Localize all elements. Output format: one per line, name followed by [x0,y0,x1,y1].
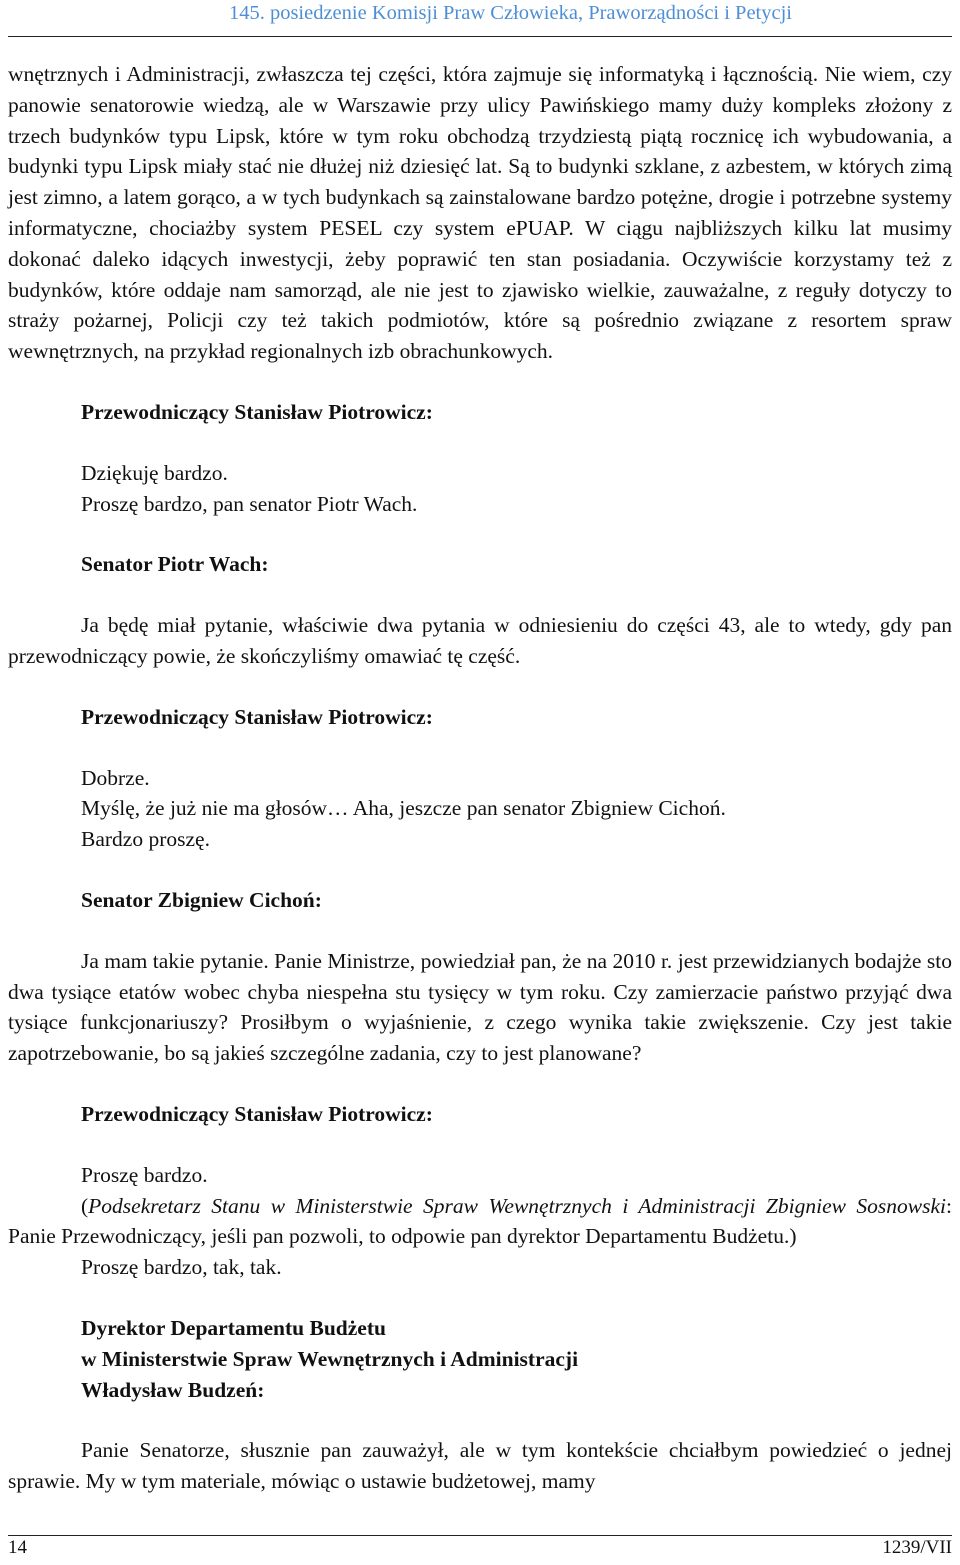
paragraph: Dobrze. [81,765,150,790]
speaker-heading: Senator Zbigniew Cichoń: [81,887,322,912]
paragraph: Proszę bardzo, tak, tak. [81,1255,282,1280]
speaker-heading: Przewodniczący Stanisław Piotrowicz: [81,1101,433,1126]
paren-open: ( [81,1193,89,1218]
paragraph: Ja będę miał pytanie, właściwie dwa pytania w odniesieniu do części 43, ale to wtedy, gdy pan przewodniczący powie, że skończyliśmy omawiać tę część. [8,613,952,668]
paragraph: Dziękuję bardzo. [81,460,228,485]
stage-direction-paragraph [8,1191,952,1253]
paragraph: Bardzo proszę. [81,827,210,852]
speaker-heading: Senator Piotr Wach: [81,552,269,577]
speaker-heading-line: Dyrektor Departamentu Budżetu [81,1315,386,1340]
speaker-heading: Przewodniczący Stanisław Piotrowicz: [81,704,433,729]
running-header: 145. posiedzenie Komisji Praw Człowieka, Praworządności i Petycji [228,2,792,24]
paragraph: Proszę bardzo, pan senator Piotr Wach. [81,491,418,516]
footer-divider [8,1535,952,1536]
header-divider [8,36,952,37]
stage-direction-speaker: Podsekretarz Stanu w Ministerstwie Spraw Wewnętrznych i Administracji Zbigniew Sosnowski [88,1193,947,1218]
paragraph: Myślę, że już nie ma głosów… Aha, jeszcze pan senator Zbigniew Cichoń. [81,796,726,821]
paragraph: Proszę bardzo. [81,1162,208,1187]
print-code: 1239/VII [882,1537,952,1558]
speaker-heading-line: Władysław Budzeń: [81,1377,265,1402]
speaker-heading-line: w Ministerstwie Spraw Wewnętrznych i Administracji [81,1346,579,1371]
paragraph-continuation: wnętrznych i Administracji, zwłaszcza tej części, która zajmuje się informatyką i łącznością. Nie wiem, czy panowie senatorowie wiedzą, ale w Warszawie przy ulicy Pawińskiego mamy duży kompleks złożony z trzech budynków typu Lipsk, które w tym roku obchodzą trzydziestą piątą rocznicę ich wybudowania, a budynki typu Lipsk miały stać nie dłużej niż dziesięć lat. Są to budynki szklane, z azbestem, w których zimą jest zimno, a latem gorąco, a w tych budynkach są zainstalowane bardzo potężne, drogie i potrzebne systemy informatyczne, chociażby system PESEL czy system ePUAP. W ciągu najbliższych kilku lat musimy dokonać daleko idących inwestycji, żeby poprawić ten stan posiadania. Oczywiście korzystamy też z budynków, które oddaje nam samorząd, ale nie jest to zjawisko wielkie, zauważalne, z reguły dotyczy to straży pożarnej, Policji czy też takich podmiotów, które są pośrednio związane z resortem spraw wewnętrznych, na przykład regionalnych izb obrachunkowych. [8,62,952,364]
stage-direction-text: : Panie Przewodniczący, jeśli pan pozwoli, to odpowie pan dyrektor Departamentu Budżetu.) [8,1193,952,1249]
speaker-heading: Przewodniczący Stanisław Piotrowicz: [81,399,433,424]
paragraph: Ja mam takie pytanie. Panie Ministrze, powiedział pan, że na 2010 r. jest przewidzianych bodajże sto dwa tysiące etatów wobec chyba niespełna stu tysięcy w tym roku. Czy zamierzacie państwo przyjąć dwa tysiące funkcjonariuszy? Prosiłbym o wyjaśnienie, z czego wynika takie zwiększenie. Czy jest takie zapotrzebowanie, bo są jakieś szczególne zadania, czy to jest planowane? [8,948,952,1066]
paragraph: Panie Senatorze, słusznie pan zauważył, ale w tym kontekście chciałbym powiedzieć o jednej sprawie. My w tym materiale, mówiąc o ustawie budżetowej, mamy [8,1438,952,1494]
document-body [8,59,952,1497]
page-number: 14 [8,1537,27,1558]
